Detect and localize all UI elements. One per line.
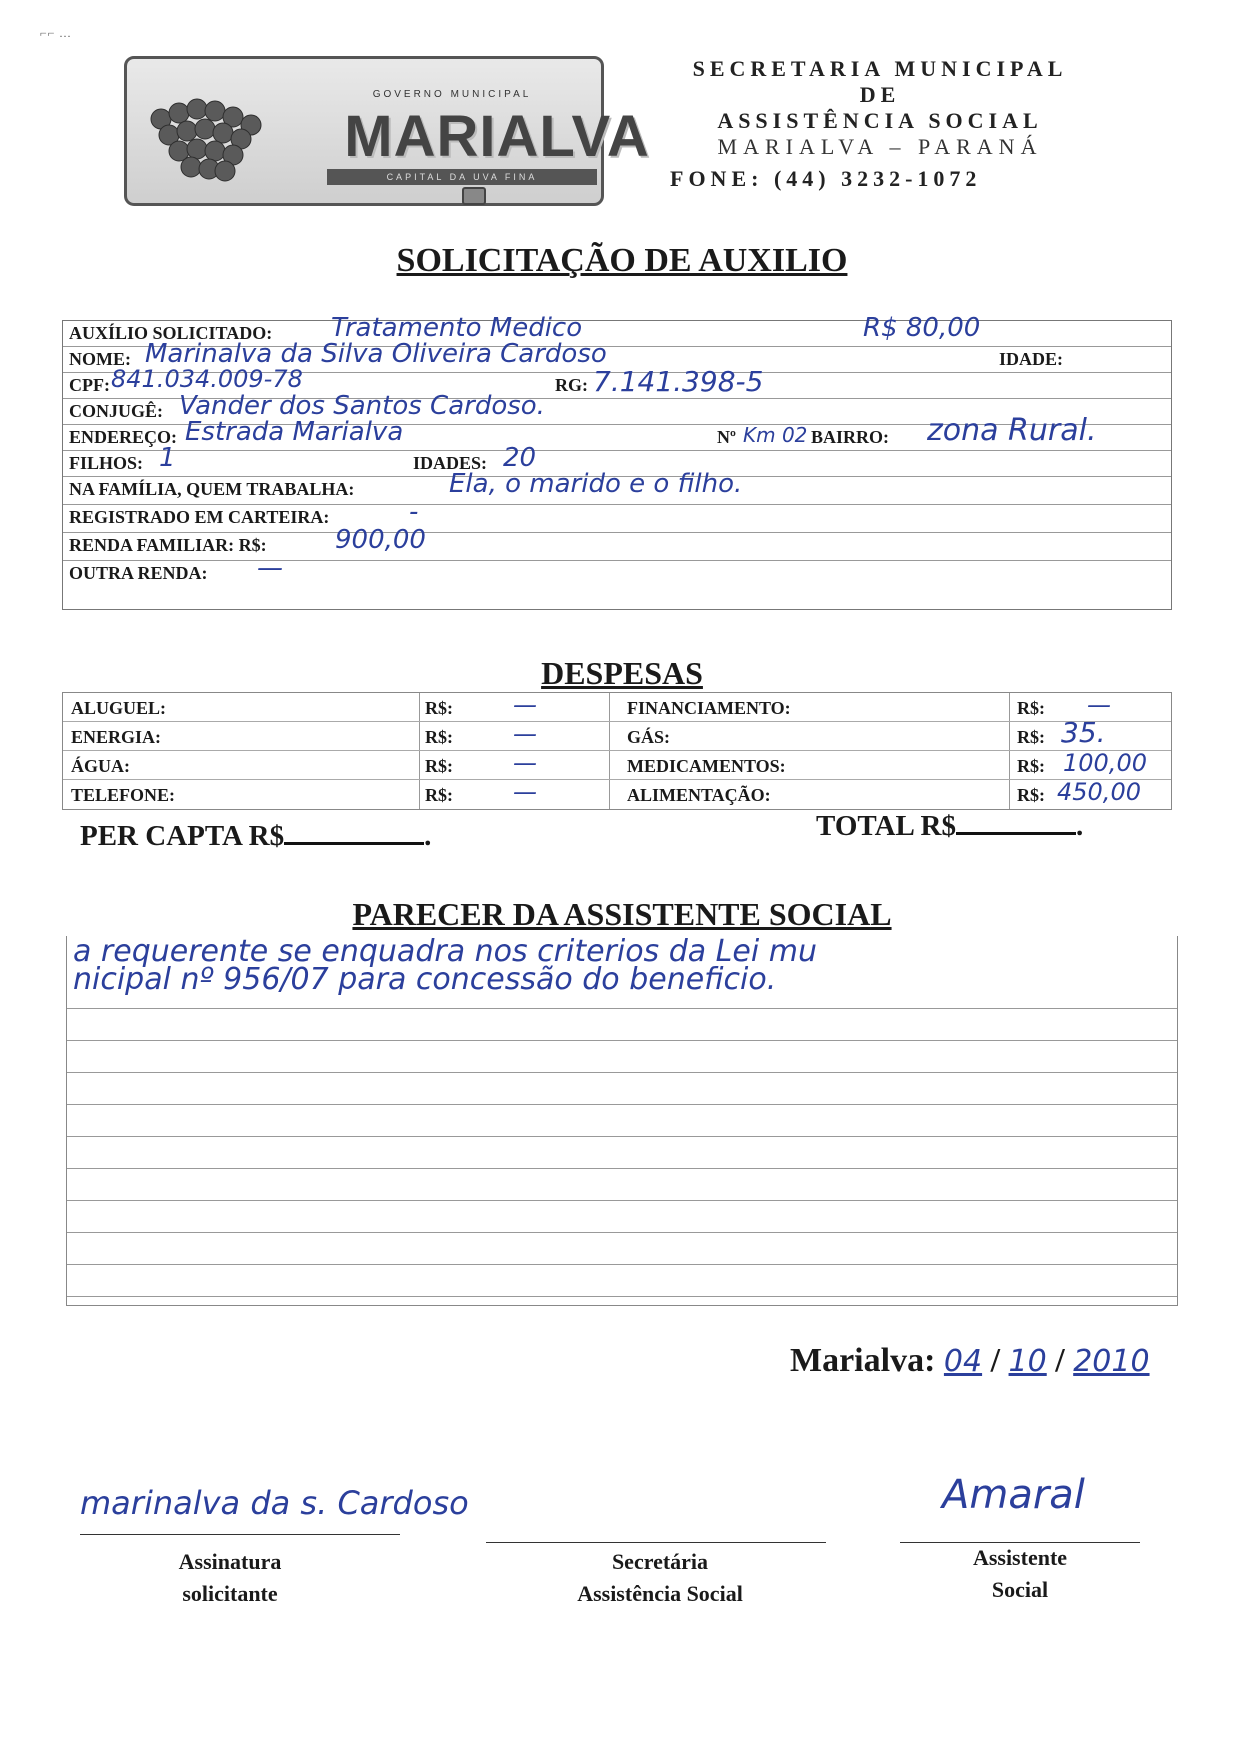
telefone-value[interactable]: —: [513, 778, 537, 806]
rg-value[interactable]: 7.141.398-5: [593, 365, 764, 398]
agua-currency: R$:: [425, 756, 453, 776]
nome-label: NOME:: [69, 349, 131, 369]
agency-line-3: ASSISTÊNCIA SOCIAL: [717, 108, 1043, 133]
date-year[interactable]: 2010: [1073, 1344, 1150, 1379]
medicamentos-value[interactable]: 100,00: [1063, 749, 1147, 777]
idades-value[interactable]: 20: [503, 443, 537, 473]
agency-line-1: SECRETARIA MUNICIPAL: [692, 56, 1068, 81]
financiamento-label: FINANCIAMENTO:: [627, 698, 791, 718]
conjuge-value[interactable]: Vander dos Santos Cardoso.: [179, 391, 545, 421]
assistente-signature: Amaral: [942, 1472, 1085, 1518]
medicamentos-label: MEDICAMENTOS:: [627, 756, 786, 776]
despesa-row: [63, 693, 1171, 722]
filhos-value[interactable]: 1: [159, 443, 176, 473]
crest-icon: [462, 187, 486, 205]
registrado-label: REGISTRADO EM CARTEIRA:: [69, 507, 330, 527]
gas-value[interactable]: 35.: [1061, 716, 1106, 749]
auxilio-value[interactable]: Tratamento Medico: [331, 313, 583, 343]
applicant-info-box: [62, 313, 1172, 610]
nome-value[interactable]: Marinalva da Silva Oliveira Cardoso: [145, 339, 607, 369]
renda-value[interactable]: 900,00: [335, 525, 426, 555]
row-renda: [63, 525, 1171, 561]
agency-line-4: MARIALVA – PARANÁ: [717, 134, 1043, 159]
quem-trabalha-value[interactable]: Ela, o marido e o filho.: [449, 469, 743, 499]
secretaria-caption: [540, 1546, 780, 1610]
agua-label: ÁGUA:: [71, 756, 130, 776]
idades-label: IDADES:: [413, 453, 488, 473]
endereco-value[interactable]: Estrada Marialva: [185, 417, 404, 447]
parecer-box: [66, 936, 1178, 1306]
agency-header: [620, 56, 1140, 192]
caption-line: Assistência Social: [577, 1581, 743, 1606]
row-outra-renda: [63, 553, 1171, 589]
despesas-table: [62, 692, 1172, 810]
date-label: Marialva:: [790, 1342, 936, 1379]
parecer-line-2[interactable]: nicipal nº 956/07 para concessão do beneficio.: [73, 962, 777, 997]
despesas-title: DESPESAS: [541, 655, 703, 691]
solicitante-caption: [150, 1546, 310, 1610]
caption-line: Social: [991, 1577, 1049, 1602]
quem-trabalha-label: NA FAMÍLIA, QUEM TRABALHA:: [69, 479, 355, 499]
numero-value[interactable]: Km 02: [743, 423, 808, 447]
agency-phone: FONE: (44) 3232-1072: [670, 166, 982, 191]
cpf-label: CPF:: [69, 375, 110, 395]
gas-label: GÁS:: [627, 727, 671, 747]
marialva-logo: [124, 56, 650, 206]
financiamento-value[interactable]: —: [1087, 691, 1111, 719]
parecer-title: PARECER DA ASSISTENTE SOCIAL: [352, 896, 892, 932]
date-month[interactable]: 10: [1008, 1344, 1047, 1379]
date: Marialva: 04 / 10 / 2010: [790, 1342, 1150, 1379]
bairro-label: BAIRRO:: [811, 427, 890, 447]
aluguel-value[interactable]: —: [513, 691, 537, 719]
idade-label: IDADE:: [999, 349, 1064, 369]
agency-line-2: DE: [859, 82, 901, 107]
logo-band-text: CAPITAL DA UVA FINA: [327, 169, 597, 185]
auxilio-label: AUXÍLIO SOLICITADO:: [69, 323, 273, 343]
filhos-label: FILHOS:: [69, 453, 144, 473]
alimentacao-currency: R$:: [1017, 785, 1045, 805]
endereco-label: ENDEREÇO:: [69, 427, 178, 447]
telefone-currency: R$:: [425, 785, 453, 805]
energia-currency: R$:: [425, 727, 453, 747]
date-day[interactable]: 04: [943, 1344, 983, 1379]
logo-top-text: GOVERNO MUNICIPAL: [372, 89, 532, 100]
outra-renda-label: OUTRA RENDA:: [69, 563, 208, 583]
per-capta: PER CAPTA R$ .: [80, 820, 432, 852]
energia-value[interactable]: —: [513, 720, 537, 748]
alimentacao-label: ALIMENTAÇÃO:: [627, 785, 771, 805]
logo-city-name: MARIALVA: [344, 104, 650, 169]
cpf-value[interactable]: 841.034.009-78: [111, 365, 303, 393]
financiamento-currency: R$:: [1017, 698, 1045, 718]
registrado-value[interactable]: -: [409, 497, 419, 527]
grapes-icon: [141, 79, 271, 189]
signature-line: [486, 1542, 826, 1543]
medicamentos-currency: R$:: [1017, 756, 1045, 776]
telefone-label: TELEFONE:: [71, 785, 176, 805]
total-field[interactable]: [956, 811, 1076, 835]
alimentacao-value[interactable]: 450,00: [1057, 778, 1141, 806]
conjuge-label: CONJUGÊ:: [69, 401, 163, 421]
aluguel-currency: R$:: [425, 698, 453, 718]
caption-line: solicitante: [182, 1581, 278, 1606]
parecer-line-1[interactable]: a requerente se enquadra nos criterios da Lei mu: [73, 934, 817, 969]
per-capta-field[interactable]: [284, 821, 424, 845]
caption-line: Assinatura: [178, 1549, 282, 1574]
aluguel-label: ALUGUEL:: [71, 698, 167, 718]
despesa-row: [63, 716, 1171, 751]
despesa-row: [63, 751, 1171, 780]
scan-mark: ⌐⌐ ...: [40, 26, 72, 40]
signature-line: [80, 1534, 400, 1535]
page-title: SOLICITAÇÃO DE AUXILIO: [396, 242, 848, 279]
gas-currency: R$:: [1017, 727, 1045, 747]
per-capta-label: PER CAPTA R$: [80, 820, 285, 852]
rg-label: RG:: [555, 375, 588, 395]
caption-line: Secretária: [611, 1549, 709, 1574]
total-label: TOTAL R$: [816, 810, 956, 842]
bairro-value[interactable]: zona Rural.: [927, 413, 1097, 448]
energia-label: ENERGIA:: [71, 727, 162, 747]
outra-renda-value[interactable]: —: [257, 553, 283, 583]
caption-line: Assistente: [972, 1545, 1068, 1570]
agua-value[interactable]: —: [513, 749, 537, 777]
renda-label: RENDA FAMILIAR: R$:: [69, 535, 267, 555]
total: TOTAL R$ .: [816, 810, 1084, 842]
assistente-caption: [940, 1542, 1100, 1606]
despesa-row: [63, 780, 1171, 809]
solicitante-signature: marinalva da s. Cardoso: [80, 1484, 469, 1522]
row-endereco: [63, 413, 1171, 451]
numero-label: Nº: [717, 427, 736, 447]
auxilio-amount[interactable]: R$ 80,00: [863, 313, 981, 343]
row-registrado: [63, 497, 1171, 533]
row-quem-trabalha: [63, 469, 1171, 505]
